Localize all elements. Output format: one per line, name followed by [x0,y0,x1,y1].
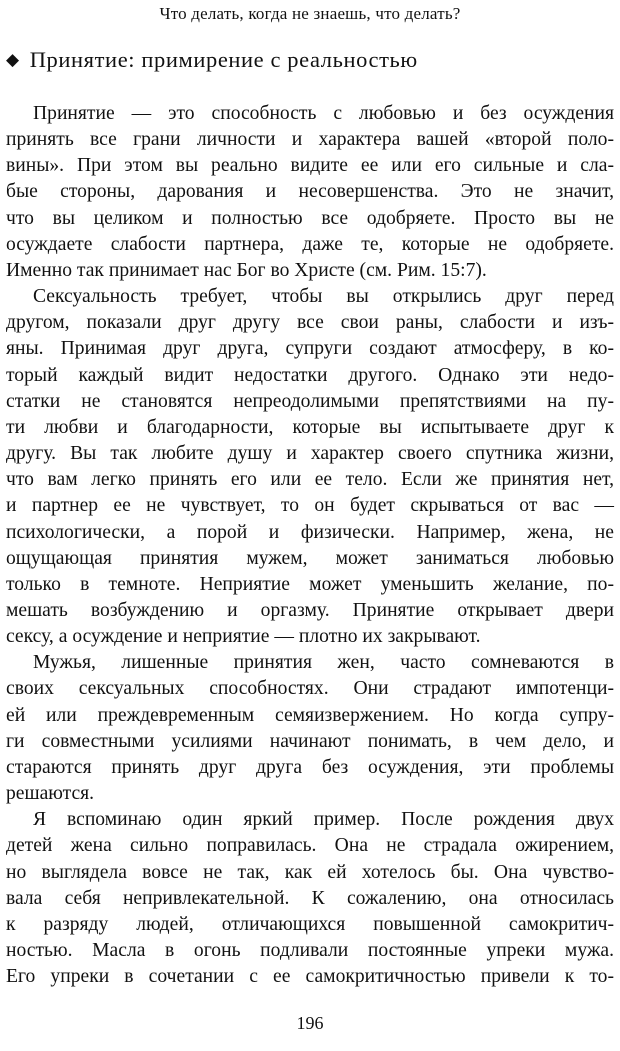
text-line: бые стороны, дарования и несовершенства. Это не значит, [6,181,614,203]
text-line: торый каждый видит недостатки другого. Однако эти недо- [6,364,614,386]
text-line: Именно так принимает нас Бог во Христе (см. Рим. 15:7). [6,259,487,281]
text-line: только в темноте. Неприятие может уменьшить желание, по- [6,573,614,595]
text-line: вала себя непривлекательной. К сожалению, она относилась [6,887,614,909]
text-line: решаются. [6,783,95,805]
text-line: психологически, а порой и физически. Например, жена, не [6,521,614,543]
text-line: статки не становятся непреодолимыми препятствиями на пу- [6,390,614,412]
text-line: к разряду людей, отличающихся повышенной самокритич- [6,913,614,935]
diamond-bullet-icon: ◆ [6,50,20,69]
text-line: осуждаете слабости партнера, даже те, которые не одобряете. [6,233,614,255]
text-line: Сексуальность требует, чтобы вы открылись друг перед [33,286,614,308]
text-line: ностью. Масла в огонь подливали постоянные упреки мужа. [6,940,614,961]
text-line: яны. Принимая друг друга, супруги создают атмосферу, в ко- [6,338,614,360]
text-line: мешать возбуждению и оргазму. Принятие открывает двери [6,599,614,621]
paragraph [6,101,614,284]
text-line: ти любви и благодарности, которые вы испытываете друг к [6,416,614,438]
text-line: что вам легко принять его или ее тело. Если же принятия нет, [6,469,614,491]
text-line: детей жена сильно поправилась. Она не страдала ожирением, [6,835,614,857]
text-line: что вы целиком и полностью все одобряете. Просто вы не [6,207,614,229]
section-heading [6,47,418,73]
text-line: своих сексуальных способностях. Они страдают импотенци- [6,678,614,700]
text-line: ощущающая принятия мужем, может заниматься любовью [6,547,614,569]
running-header: Что делать, когда не знаешь, что делать? [159,4,461,23]
text-line: но выглядела вовсе не так, как ей хотелось бы. Она чувство- [6,861,614,883]
text-line: принять все грани личности и характера вашей «второй поло- [6,129,614,151]
paragraph [6,807,614,990]
text-line: вины». При этом вы реально видите ее или его сильные и сла- [6,155,614,177]
paragraph [6,650,614,807]
text-line: Я вспоминаю один яркий пример. После рождения двух [33,809,614,831]
text-line: сексу, а осуждение и неприятие — плотно их закрывают. [6,626,481,648]
body-text [6,101,614,990]
text-line: другом, показали друг другу все свои раны, слабости и изъ- [6,312,614,334]
text-line: Принятие — это способность с любовью и без осуждения [33,103,614,124]
page-number: 196 [296,1013,324,1033]
text-line: Мужья, лишенные принятия жен, часто сомневаются в [33,652,614,674]
text-line: ей или преждевременным семяизвержением. Но когда супру- [6,704,614,726]
text-line: стараются принять друг друга без осуждения, эти проблемы [6,756,614,778]
section-heading-text: Принятие: примирение с реальностью [29,47,418,72]
text-line: Его упреки в сочетании с ее самокритичностью привели к то- [6,966,614,988]
text-line: и партнер ее не чувствует, то он будет скрываться от вас — [6,495,614,517]
paragraph [6,284,614,650]
text-line: ги совместными усилиями начинают понимать, в чем дело, и [6,730,614,752]
text-line: другу. Вы так любите душу и характер своего спутника жизни, [6,443,614,465]
